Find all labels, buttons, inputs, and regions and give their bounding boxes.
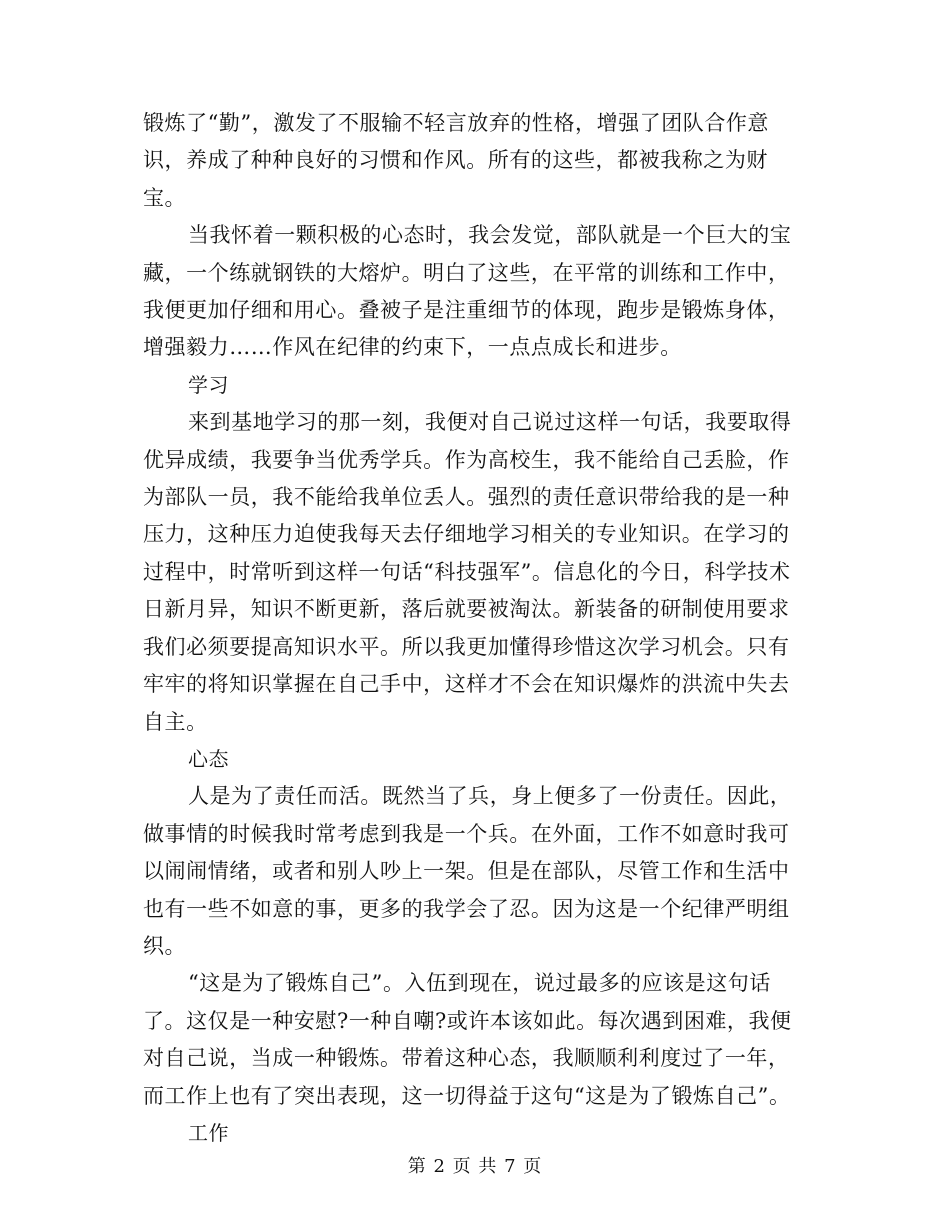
section-heading-work: 工作 — [188, 1120, 230, 1145]
page-number-label: 第 2 页 共 7 页 — [407, 1156, 543, 1177]
document-body — [143, 105, 808, 1152]
page-footer — [0, 1152, 950, 1178]
paragraph-body: 人是为了责任而活。既然当了兵，身上便多了一份责任。因此，做事情的时候我时常考虑到我是一个兵。在外面，工作不如意时我可以闹闹情绪，或者和别人吵上一架。但是在部队，尽管工作和生活中也有一些不如意的事，更多的我学会了忍。因为这是一个纪律严明组织。 — [143, 784, 792, 958]
section-heading-mindset: 心态 — [188, 746, 230, 771]
paragraph-continuation: 锻炼了“勤”，激发了不服输不轻言放弃的性格，增强了团队合作意识，养成了种种良好的习惯和作风。所有的这些，都被我称之为财宝。 — [143, 111, 769, 210]
paragraph-body: 来到基地学习的那一刻，我便对自己说过这样一句话，我要取得优异成绩，我要争当优秀学兵。作为高校生，我不能给自己丢脸，作为部队一员，我不能给我单位丢人。强烈的责任意识带给我的是一种压力，这种压力迫使我每天去仔细地学习相关的专业知识。在学习的过程中，时常听到这样一句话“科技强军”。信息化的今日，科学技术日新月异，知识不断更新，落后就要被淘汰。新装备的研制使用要求我们必须要提高知识水平。所以我更加懂得珍惜这次学习机会。只有牢牢的将知识掌握在自己手中，这样才不会在知识爆炸的洪流中失去自主。 — [143, 410, 792, 734]
section-heading-study: 学习 — [188, 372, 230, 397]
paragraph-body: 当我怀着一颗积极的心态时，我会发觉，部队就是一个巨大的宝藏，一个练就钢铁的大熔炉。明白了这些，在平常的训练和工作中，我便更加仔细和用心。叠被子是注重细节的体现，跑步是锻炼身体，增强毅力……作风在纪律的约束下，一点点成长和进步。 — [143, 223, 792, 360]
paragraph-body: “这是为了锻炼自己”。入伍到现在，说过最多的应该是这句话了。这仅是一种安慰?一种自嘲?或许本该如此。每次遇到困难，我便对自己说，当成一种锻炼。带着这种心态，我顺顺利利度过了一年，而工作上也有了突出表现，这一切得益于这句“这是为了锻炼自己”。 — [143, 971, 792, 1108]
